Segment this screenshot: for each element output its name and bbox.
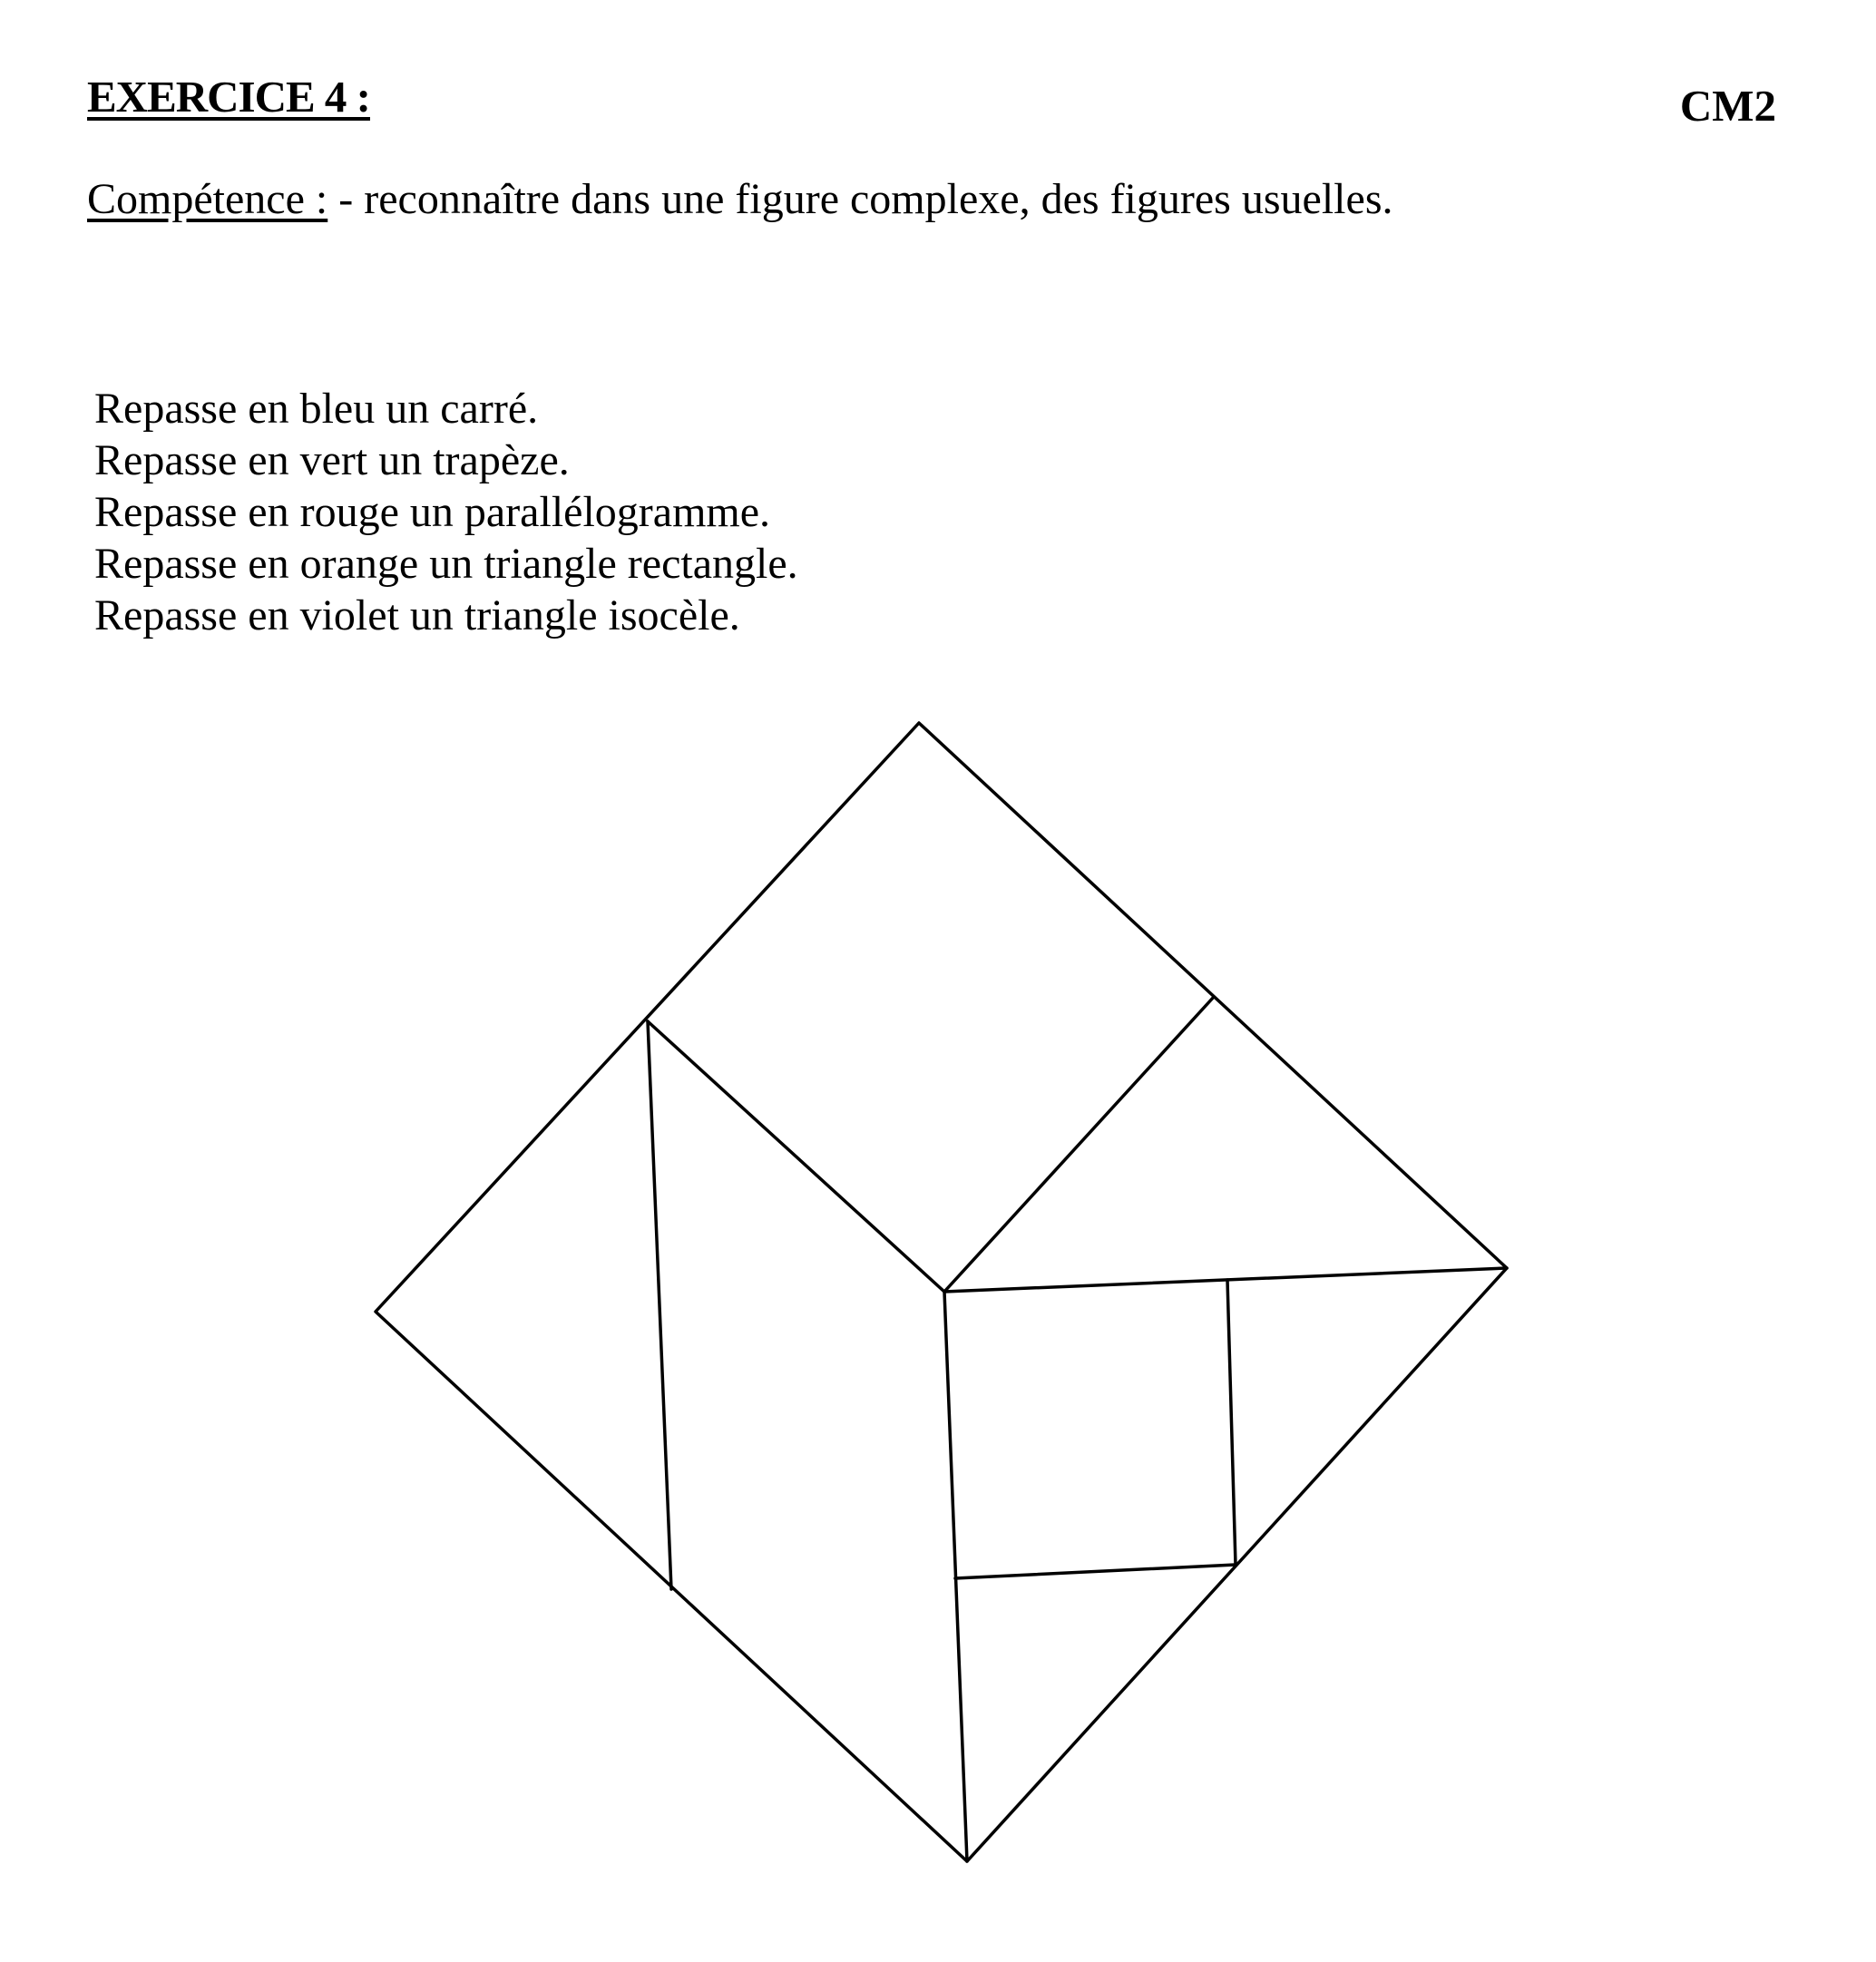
competence-label: Compétence : [87,175,328,223]
outer-square [376,723,1507,1861]
segment-left-diagonal [648,1021,944,1292]
instruction-right-triangle: Repasse en orange un triangle rectangle. [94,540,798,588]
inner-square-bottom-side [955,1565,1236,1578]
grade-level: CM2 [1679,81,1776,131]
instruction-trapezoid: Repasse en vert un trapèze. [94,436,570,484]
segment-center-horizontal [944,1268,1507,1292]
exercise-title: EXERCICE 4 : [87,72,370,122]
segment-right-diagonal [944,997,1214,1292]
instruction-parallelogram: Repasse en rouge un parallélogramme. [94,488,771,536]
instruction-isosceles-triangle: Repasse en violet un triangle isocèle. [94,591,740,639]
inner-square-right-side [1227,1280,1236,1565]
segment-left-vertical [648,1021,671,1589]
competence-text: - reconnaître dans une figure complexe, des figures usuelles. [327,175,1393,223]
instruction-square: Repasse en bleu un carré. [94,385,539,433]
